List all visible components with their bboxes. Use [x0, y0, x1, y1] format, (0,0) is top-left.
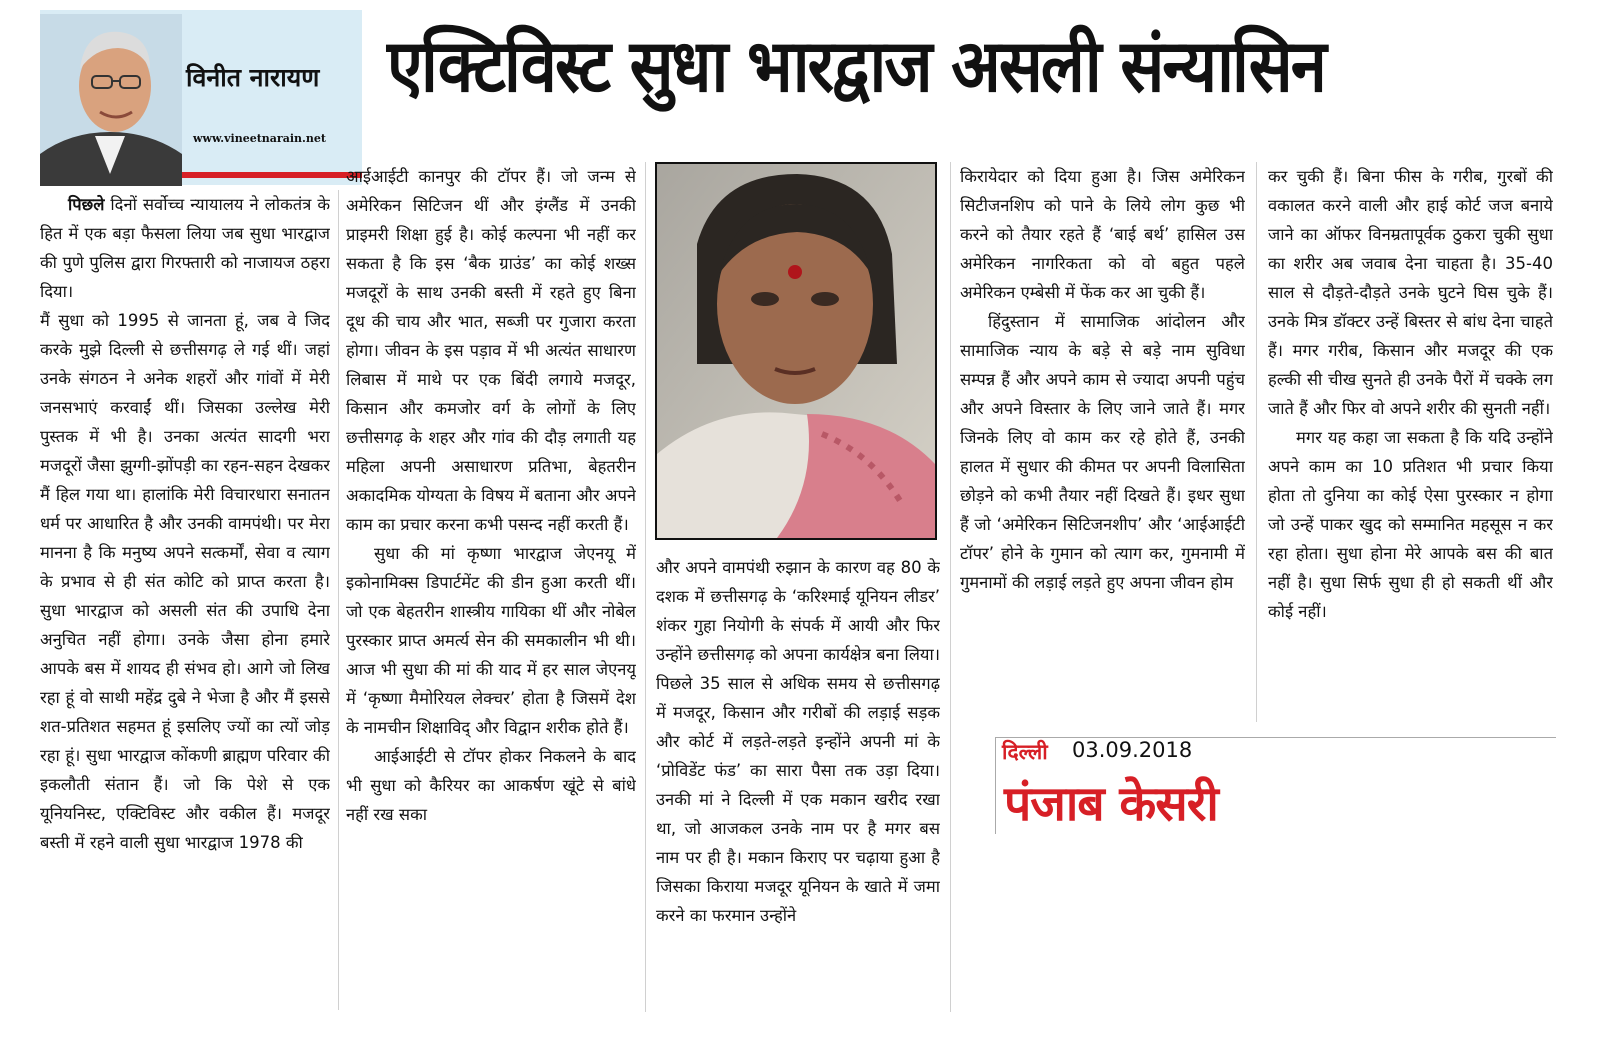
- author-website: www.vineetnarain.net: [193, 132, 326, 145]
- author-photo-illustration: [40, 14, 182, 186]
- article-paragraph: मगर यह कहा जा सकता है कि यदि उन्होंने अपने काम का 10 प्रतिशत भी प्रचार किया होता तो दुनिया का कोई ऐसा पुरस्कार न होगा जो उन्हें पाकर खुद को सम्मानित महसूस न कर रहा होता। सुधा होना मेरे आपके बस की बात नहीं है। सुधा सिर्फ सुधा ही हो सकती थीं और कोई नहीं।: [1268, 428, 1553, 621]
- article-column-3: [656, 553, 940, 1008]
- article-paragraph: [40, 190, 330, 306]
- column-divider: [645, 162, 646, 1012]
- header-red-rule: [182, 172, 362, 178]
- masthead-newspaper-name: पंजाब केसरी: [1004, 776, 1218, 832]
- article-column-5: [1268, 162, 1553, 722]
- author-name: विनीत नारायण: [186, 63, 320, 92]
- column-divider: [338, 190, 339, 1010]
- article-paragraph: आईआईटी से टॉपर होकर निकलने के बाद भी सुधा को कैरियर का आकर्षण खूंटे से बांधे नहीं रख सका: [346, 747, 636, 824]
- subject-photo-illustration: [657, 164, 935, 538]
- article-paragraph: मैं सुधा को 1995 से जानता हूं, जब वे जिद करके मुझे दिल्ली से छत्तीसगढ़ ले गई थीं। जहां उनके संगठन ने अनेक शहरों और गांवों में मेरी जनसभाएं करवाईं थीं। जिसका उल्लेख मेरी पुस्तक में भी है। उनका अत्यंत सादगी भरा मजदूरों जैसा झुग्गी-झोंपड़ी का रहन-सहन देखकर मैं हिल गया था। हालांकि मेरी विचारधारा सनातन धर्म पर आधारित है और उनकी वामपंथी। पर मेरा मानना है कि मनुष्य अपने सत्कर्मों, सेवा व त्याग के प्रभाव से ही संत कोटि को प्राप्त करता है। सुधा भारद्वाज को असली संत की उपाधि देना अनुचित नहीं होगा। उनके जैसा होना हमारे आपके बस में शायद ही संभव हो। आगे जो लिख रहा हूं वो साथी महेंद्र दुबे ने भेजा है और मैं इससे शत-प्रतिशत सहमत हूं इसलिए ज्यों का त्यों जोड़ रहा हूं। सुधा भारद्वाज कोंकणी ब्राह्मण परिवार की इकलौती संतान हैं। जो कि पेशे से एक यूनियनिस्ट, एक्टिविस्ट और वकील हैं। मजदूर बस्ती में रहने वाली सुधा भारद्वाज 1978 की: [40, 311, 330, 852]
- article-column-2: [346, 162, 636, 1017]
- article-paragraph: आईआईटी कानपुर की टॉपर हैं। जो जन्म से अमेरिकन सिटिजन थीं और इंग्लैंड में उनकी प्राइमरी शिक्षा हुई है। कोई कल्पना भी नहीं कर सकता है कि इस ‘बैक ग्राउंड’ का कोई शख्स मजदूरों के साथ उनकी बस्ती में रहते हुए बिना दूध की चाय और भात, सब्जी पर गुजारा करता होगा। जीवन के इस पड़ाव में भी अत्यंत साधारण लिबास में माथे पर एक बिंदी लगाये मजदूर, किसान और कमजोर वर्ग के लोगों के लिए छत्तीसगढ़ के शहर और गांव की दौड़ लगाती यह महिला अपनी असाधारण प्रतिभा, बेहतरीन अकादमिक योग्यता के विषय में बताना और अपने काम का प्रचार करना कभी पसन्द नहीं करती हैं।: [346, 167, 636, 534]
- article-column-4: [960, 162, 1245, 722]
- paragraph-text: दिनों सर्वोच्च न्यायालय ने लोकतंत्र के हित में एक बड़ा फैसला लिया जब सुधा भारद्वाज की पुणे पुलिस द्वारा गिरफ्तारी को नाजायज ठहरा दिया।: [40, 195, 330, 301]
- article-column-1: [40, 190, 330, 1010]
- headline: एक्टिविस्ट सुधा भारद्वाज असली संन्यासिन: [387, 25, 1325, 110]
- column-divider: [1256, 162, 1257, 722]
- article-paragraph: कर चुकी हैं। बिना फीस के गरीब, गुरबों की वकालत करने वाली और हाई कोर्ट जज बनाये जाने का ऑफर विनम्रतापूर्वक ठुकरा चुकी सुधा का शरीर अब जवाब देना चाहता है। 35-40 साल से दौड़ते-दौड़ते उनके घुटने घिस चुके हैं। उनके मित्र डॉक्टर उन्हें बिस्तर से बांध देना चाहते हैं। मगर गरीब, किसान और मजदूर की एक हल्की सी चीख सुनते ही उनके पैरों में चक्के लग जाते हैं और फिर वो अपने शरीर की सुनती नहीं।: [1268, 167, 1553, 418]
- lead-word: पिछले: [68, 195, 105, 214]
- article-paragraph: हिंदुस्तान में सामाजिक आंदोलन और सामाजिक न्याय के बड़े से बड़े नाम सुविधा सम्पन्न हैं और अपने काम से ज्यादा अपनी पहुंच और अपने विस्तार के लिए जाने जाते हैं। मगर जिनके लिए वो काम कर रहे होते हैं, उनकी हालत में सुधार की कीमत पर अपनी विलासिता छोड़ने को कभी तैयार नहीं दिखते हैं। इधर सुधा हैं जो ‘अमेरिकन सिटिजनशीप’ और ‘आईआईटी टॉपर’ होने के गुमान को त्याग कर, गुमनामी में गुमनामों की लड़ाई लड़ते हुए अपना जीवन होम: [960, 312, 1245, 592]
- article-paragraph: सुधा की मां कृष्णा भारद्वाज जेएनयू में इकोनामिक्स डिपार्टमेंट की डीन हुआ करती थीं। जो एक बेहतरीन शास्त्रीय गायिका थीं और नोबेल पुरस्कार प्राप्त अमर्त्य सेन की समकालीन भी थी। आज भी सुधा की मां की याद में हर साल जेएनयू में ‘कृष्णा मैमोरियल लेक्चर’ होता है जिसमें देश के नामचीन शिक्षाविद् और विद्वान शरीक होते हैं।: [346, 544, 636, 737]
- masthead-city: दिल्ली: [1002, 740, 1048, 764]
- article-paragraph: किरायेदार को दिया हुआ है। जिस अमेरिकन सिटीजनशिप को पाने के लिये लोग कुछ भी करने को तैयार रहते हैं ‘बाई बर्थ’ हासिल उस अमेरिकन नागरिकता को वो बहुत पहले अमेरिकन एम्बेसी में फेंक कर आ चुकी हैं।: [960, 167, 1245, 302]
- article-paragraph: और अपने वामपंथी रुझान के कारण वह 80 के दशक में छत्तीसगढ़ के ‘करिश्माई यूनियन लीडर’ शंकर गुहा नियोगी के संपर्क में आयी और फिर उन्होंने छत्तीसगढ़ को अपना कार्यक्षेत्र बना लिया। पिछले 35 साल से अधिक समय से छत्तीसगढ़ में मजदूर, किसान और गरीबों की लड़ाई सड़क और कोर्ट में लड़ते-लड़ते इन्होंने अपनी मां के ‘प्रोविडेंट फंड’ का सारा पैसा तक उड़ा दिया। उनकी मां ने दिल्ली में एक मकान खरीद रखा था, जो आजकल उनके नाम पर है मगर बस नाम पर ही है। मकान किराए पर चढ़ाया हुआ है जिसका किराया मजदूर यूनियन के खाते में जमा करने का फरमान उन्होंने: [656, 558, 940, 925]
- subject-photo: [655, 162, 937, 540]
- masthead-date: 03.09.2018: [1072, 738, 1193, 762]
- author-photo: [40, 14, 182, 186]
- column-divider: [950, 162, 951, 1012]
